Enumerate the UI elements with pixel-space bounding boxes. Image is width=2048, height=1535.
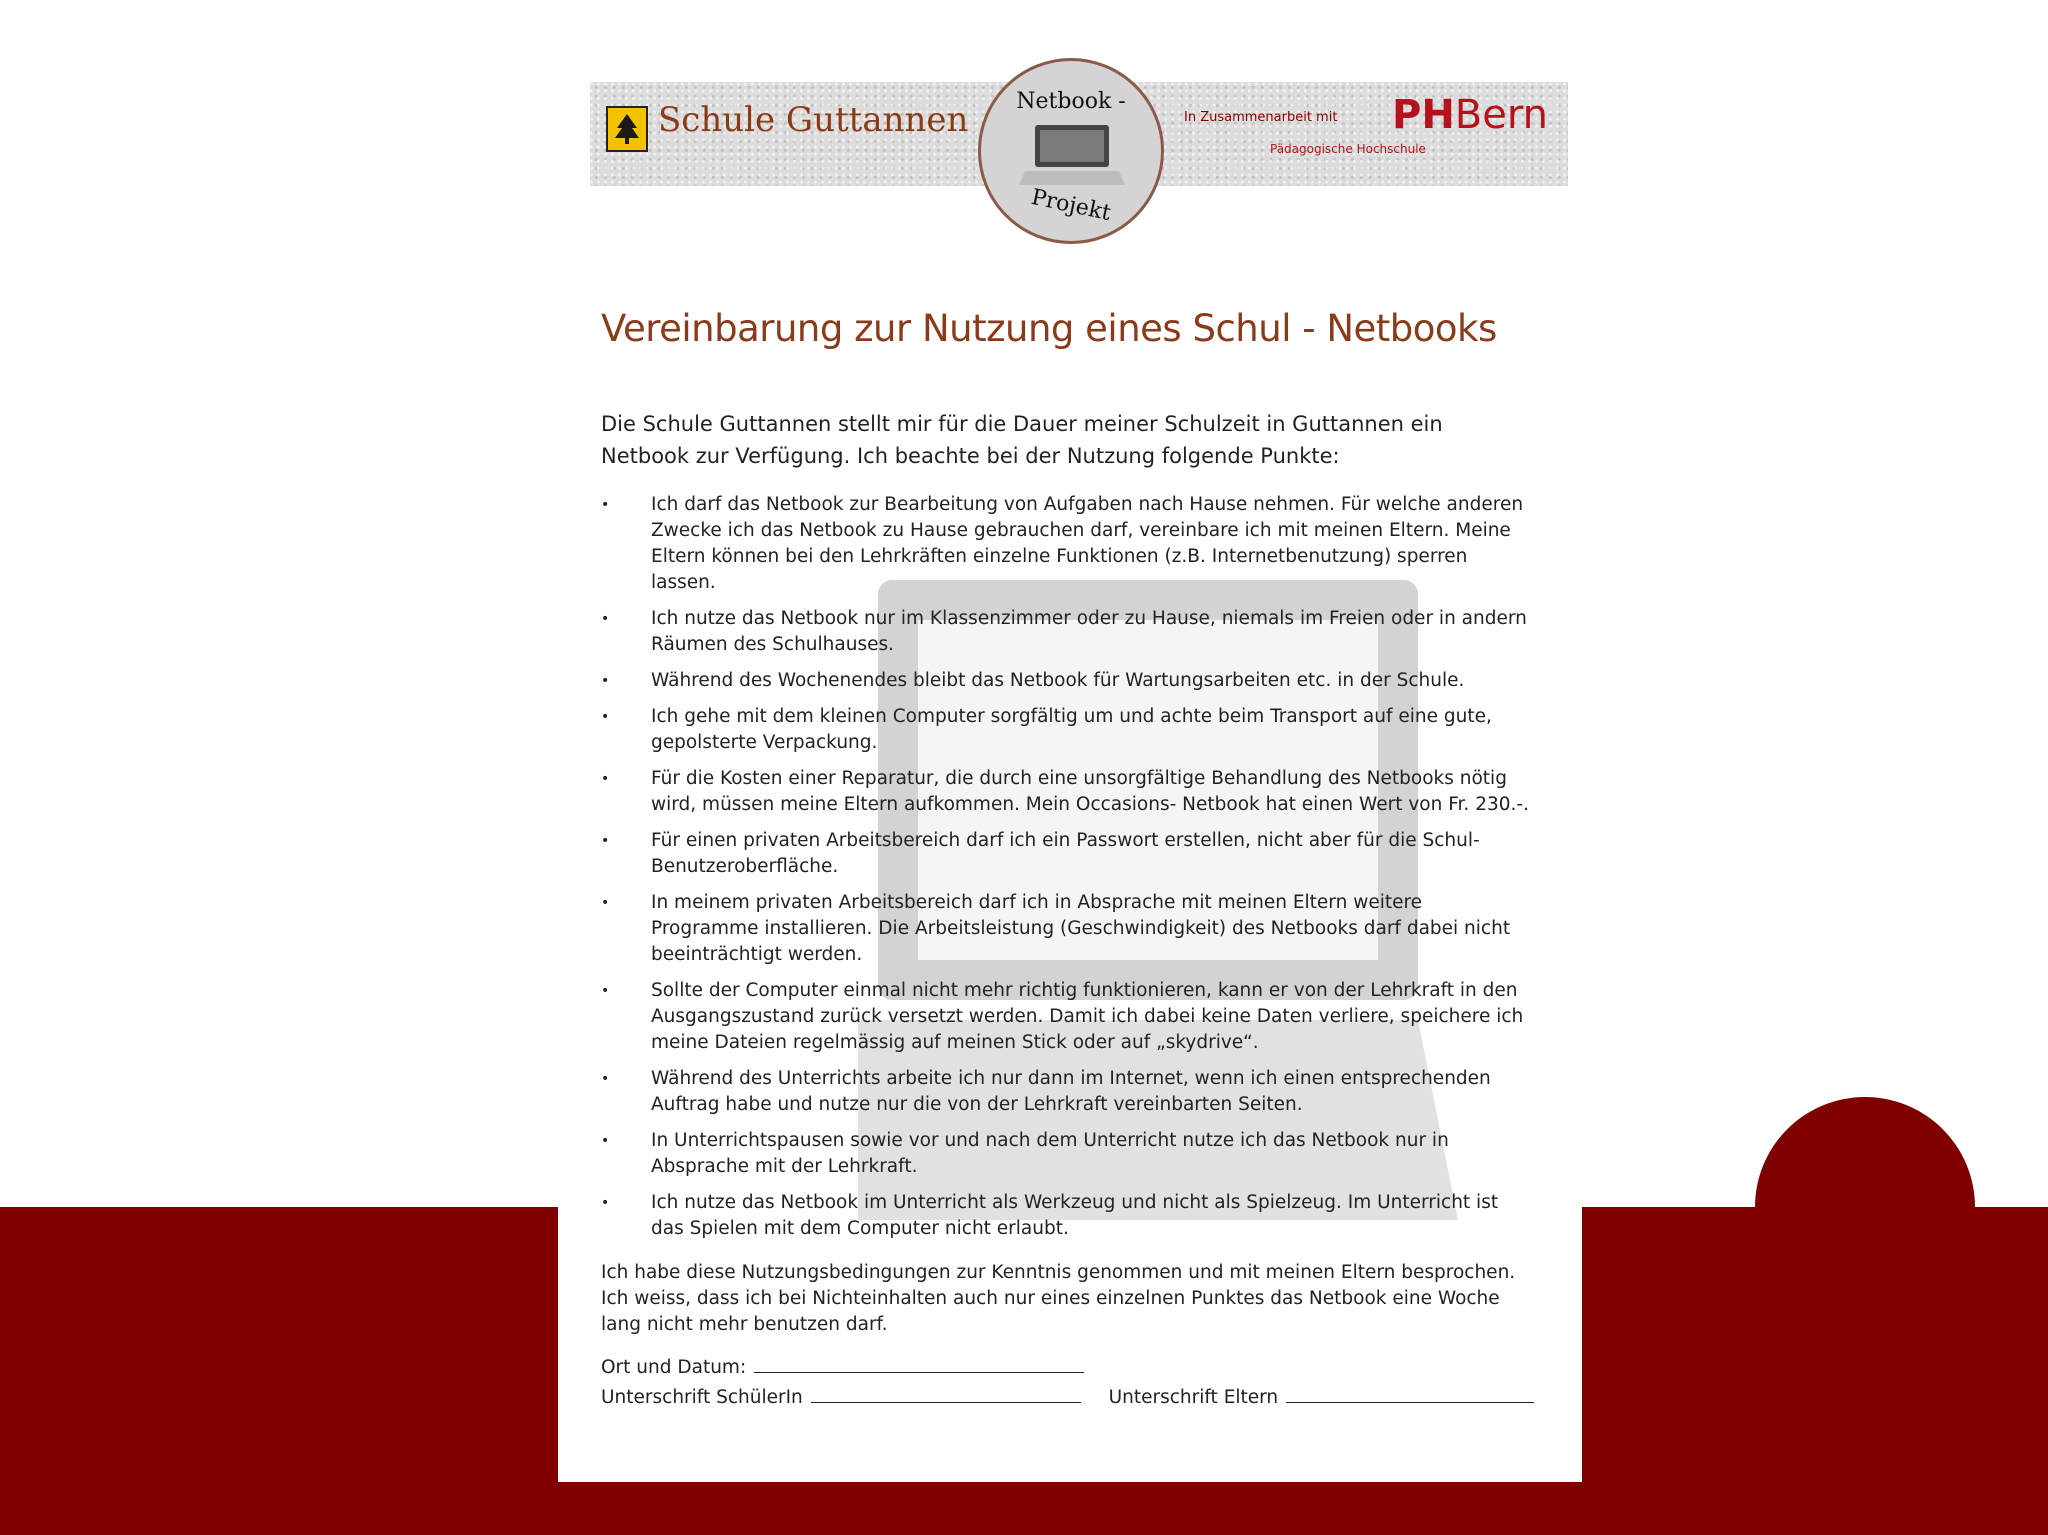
laptop-icon (1019, 123, 1125, 189)
rule-item: • Für einen privaten Arbeitsbereich darf ich ein Passwort erstellen, nicht aber für die Schul-Benutzeroberfläche. (601, 828, 1531, 880)
rule-item: • Ich darf das Netbook zur Bearbeitung von Aufgaben nach Hause nehmen. Für welche anderen Zwecke ich das Netbook zu Hause gebrauchen darf, vereinbare ich mit meinen Eltern. Meine Eltern können bei den Lehrkräften einzelne Funktionen (z.B. Internetbenutzung) sperren lassen. (601, 492, 1531, 596)
rule-item: • Sollte der Computer einmal nicht mehr richtig funktionieren, kann er von der Lehrkraft in den Ausgangszustand zurück versetzt werden. Damit ich dabei keine Daten verliere, speichere ich meine Dateien regelmässig auf meinen Stick oder auf „skydrive“. (601, 978, 1531, 1056)
rule-item: • Ich gehe mit dem kleinen Computer sorgfältig um und achte beim Transport auf eine gute, gepolsterte Verpackung. (601, 704, 1531, 756)
student-signature-line (811, 1384, 1081, 1403)
student-signature-label: Unterschrift SchülerIn (601, 1387, 803, 1408)
document-title: Vereinbarung zur Nutzung eines Schul - Netbooks (601, 307, 1497, 350)
school-name: Schule Guttannen (658, 100, 969, 140)
parent-signature-label: Unterschrift Eltern (1108, 1387, 1279, 1408)
rule-item: • In Unterrichtspausen sowie vor und nach dem Unterricht nutze ich das Netbook nur in Absprache mit der Lehrkraft. (601, 1128, 1531, 1180)
phbern-logo-ph: PH (1392, 92, 1455, 138)
signature-row (601, 1384, 1534, 1408)
agreement-paragraph: Ich habe diese Nutzungsbedingungen zur Kenntnis genommen und mit meinen Eltern besprochen. Ich weiss, dass ich bei Nichteinhalten auch nur eines einzelnen Punktes das Netbook eine Woche lang nicht mehr benutzen darf. (601, 1262, 1516, 1335)
rule-item: • Ich nutze das Netbook im Unterricht als Werkzeug und nicht als Spielzeug. Im Unterricht ist das Spielen mit dem Computer nicht erlaubt. (601, 1190, 1531, 1242)
place-date-label: Ort und Datum: (601, 1357, 747, 1378)
place-date-line (754, 1354, 1084, 1373)
document-page (558, 0, 1582, 1482)
seal-top-text: Netbook - (1016, 89, 1126, 114)
rule-item: • Für die Kosten einer Reparatur, die durch eine unsorgfältige Behandlung des Netbooks nötig wird, müssen meine Eltern aufkommen. Mein Occasions- Netbook hat einen Wert von Fr. 230.-. (601, 766, 1531, 818)
background-circle (1755, 1097, 1975, 1317)
rule-item: • Ich nutze das Netbook nur im Klassenzimmer oder zu Hause, niemals im Freien oder in andern Räumen des Schulhauses. (601, 606, 1531, 658)
rule-item: • In meinem privaten Arbeitsbereich darf ich in Absprache mit meinen Eltern weitere Programme installieren. Die Arbeitsleistung (Geschwindigkeit) des Netbooks darf dabei nicht beeinträchtigt werden. (601, 890, 1531, 968)
phbern-subtitle: Pädagogische Hochschule (1270, 142, 1426, 156)
seal-bottom-text: Projekt (1028, 184, 1113, 227)
phbern-logo-bern: Bern (1454, 92, 1548, 138)
rule-item: • Während des Wochenendes bleibt das Netbook für Wartungsarbeiten etc. in der Schule. (601, 668, 1531, 694)
cooperation-text: In Zusammenarbeit mit (1184, 110, 1338, 125)
place-date-row (601, 1354, 1084, 1378)
netbook-project-seal (978, 58, 1164, 244)
intro-paragraph: Die Schule Guttannen stellt mir für die Dauer meiner Schulzeit in Guttannen ein Netbook zur Verfügung. Ich beachte bei der Nutzung folgende Punkte: (601, 412, 1443, 468)
phbern-logo (1392, 92, 1548, 138)
rule-item: • Während des Unterrichts arbeite ich nur dann im Internet, wenn ich einen entsprechenden Auftrag habe und nutze nur die von der Lehrkraft vereinbarten Seiten. (601, 1066, 1531, 1118)
rules-list (601, 492, 1531, 1252)
school-crest-icon (606, 106, 648, 152)
parent-signature-line (1286, 1384, 1534, 1403)
